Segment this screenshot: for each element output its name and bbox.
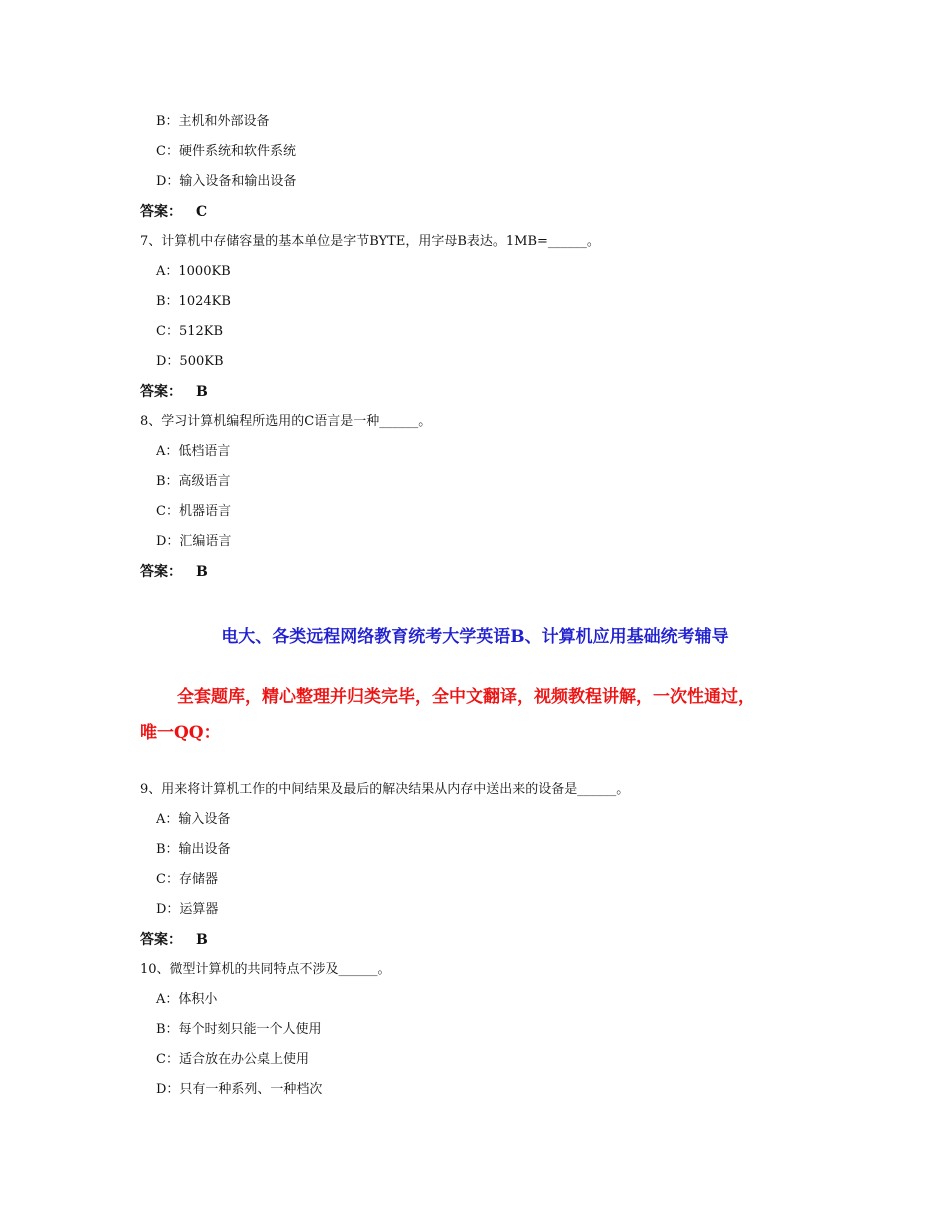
option-text: C：适合放在办公桌上使用 bbox=[156, 1052, 309, 1067]
answer-label: 答案： bbox=[140, 564, 182, 580]
option-text: D：只有一种系列、一种档次 bbox=[156, 1082, 323, 1097]
answer-label: 答案： bbox=[140, 204, 182, 220]
option-text: D：输入设备和输出设备 bbox=[156, 174, 297, 189]
question-text: 9、用来将计算机工作的中间结果及最后的解决结果从内存中送出来的设备是______。 bbox=[140, 782, 630, 797]
option-text: D：汇编语言 bbox=[156, 534, 232, 549]
answer-line bbox=[140, 931, 208, 949]
answer-line bbox=[140, 563, 208, 581]
option-text: A：输入设备 bbox=[156, 812, 231, 827]
option-text: C：硬件系统和软件系统 bbox=[156, 144, 296, 159]
option-text: B：输出设备 bbox=[156, 842, 231, 857]
option-text: B：每个时刻只能一个人使用 bbox=[156, 1022, 322, 1037]
promo-banner-line-1: 全套题库，精心整理并归类完毕，全中文翻译，视频教程讲解，一次性通过， bbox=[177, 687, 755, 707]
option-text: A：体积小 bbox=[156, 992, 218, 1007]
answer-label: 答案： bbox=[140, 384, 182, 400]
option-text: D：500KB bbox=[156, 354, 224, 369]
question-text: 7、计算机中存储容量的基本单位是字节BYTE，用字母B表达。1MB=______。 bbox=[140, 234, 600, 249]
option-text: A：1000KB bbox=[156, 264, 231, 279]
answer-line bbox=[140, 203, 207, 221]
option-text: C：512KB bbox=[156, 324, 224, 339]
answer-value: B bbox=[196, 564, 208, 580]
option-text: B：主机和外部设备 bbox=[156, 114, 270, 129]
question-text: 10、微型计算机的共同特点不涉及______。 bbox=[140, 962, 391, 977]
answer-value: B bbox=[196, 932, 208, 948]
option-text: C：存储器 bbox=[156, 872, 218, 887]
answer-value: B bbox=[196, 384, 208, 400]
option-text: A：低档语言 bbox=[156, 444, 231, 459]
option-text: D：运算器 bbox=[156, 902, 219, 917]
option-text: B：高级语言 bbox=[156, 474, 231, 489]
answer-label: 答案： bbox=[140, 932, 182, 948]
option-text: C：机器语言 bbox=[156, 504, 231, 519]
answer-line bbox=[140, 383, 208, 401]
option-text: B：1024KB bbox=[156, 294, 231, 309]
question-text: 8、学习计算机编程所选用的C语言是一种______。 bbox=[140, 414, 432, 429]
answer-value: C bbox=[196, 204, 208, 220]
promo-banner-line-2: 唯一QQ： bbox=[140, 723, 221, 743]
promo-banner-title: 电大、各类远程网络教育统考大学英语B、计算机应用基础统考辅导 bbox=[221, 627, 729, 647]
